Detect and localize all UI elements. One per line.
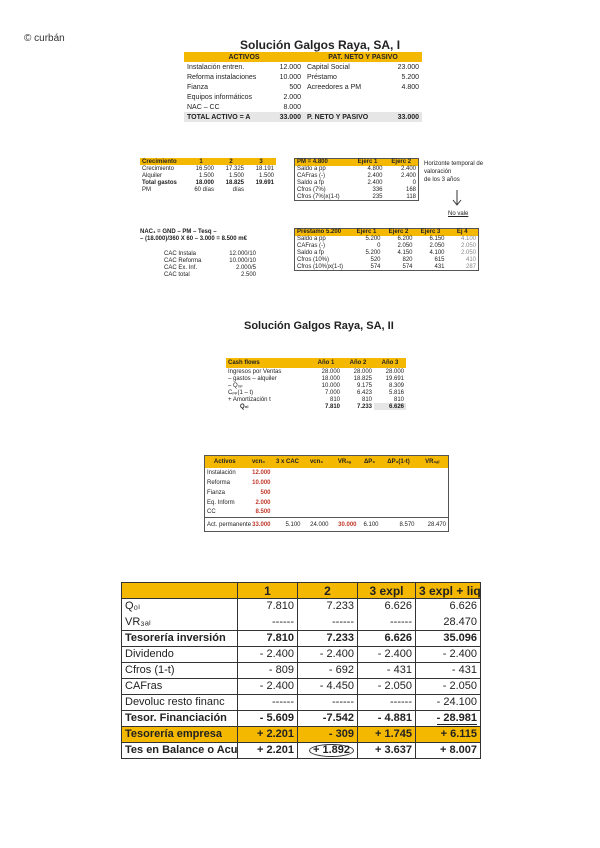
final-cell: - 2.400 <box>238 647 298 663</box>
cash-cell: 7.000 <box>324 389 340 396</box>
cash-cell: 6.423 <box>356 389 372 396</box>
crec-cell: 17.325 <box>225 165 244 172</box>
pm5200-table <box>294 228 479 271</box>
pm5200-cell: 6.200 <box>397 236 413 242</box>
pm5200-cell: 0 <box>377 243 381 249</box>
cac-cell: 10.000/10 <box>229 257 256 264</box>
no-vale-note: No vale <box>448 211 469 217</box>
final-cell: ------ <box>298 615 358 631</box>
final-cell: -7.542 <box>298 711 358 727</box>
assets-header: vcn₀ <box>251 458 266 465</box>
final-cell: - 2.400 <box>238 679 298 695</box>
assets-total: 24.000 <box>310 521 329 528</box>
final-header: 3 expl <box>358 583 416 599</box>
crec-cell: 1.500 <box>228 172 244 179</box>
cash-header: Año 1 <box>317 360 335 366</box>
assets-table <box>204 455 449 532</box>
final-cell: 7.233 <box>298 631 358 647</box>
final-header: 1 <box>238 583 298 599</box>
crec-cell: 1.500 <box>258 172 274 179</box>
crec-cell: 18.825 <box>225 179 244 186</box>
final-cell: 7.233 <box>298 599 358 615</box>
assets-header: vcn₃ <box>309 458 324 465</box>
pm4800-cell: CAFras (-) <box>297 173 325 179</box>
cash-cell: 18.825 <box>353 375 372 382</box>
assets-header: Activos <box>213 458 236 465</box>
final-cell: + 1.745 <box>358 727 416 743</box>
pm4800-cell: 2.400 <box>400 173 416 179</box>
crec-cell <box>246 186 276 193</box>
balance-left-label: NAC – CC <box>187 103 220 111</box>
cash-header: Año 3 <box>381 360 399 366</box>
balance-left-label: Fianza <box>187 83 209 91</box>
final-cell: ------ <box>238 695 298 711</box>
pm5200-header: Préstamo 5.200 <box>297 229 342 236</box>
pm5200-cell: Cfros (10%)x(1-t) <box>297 263 344 270</box>
horizon-note-line: Horizonte temporal de <box>424 161 484 167</box>
pm5200-cell: 2.050 <box>460 250 476 256</box>
assets-header: VR₃ₐ <box>337 458 352 465</box>
cash-cell: Ingresos por Ventas <box>228 368 282 375</box>
assets-header: ΔP₃(1-t) <box>387 458 410 465</box>
pm5200-cell: Saldo a pp <box>297 236 326 242</box>
pm5200-header: Ejerc 1 <box>356 229 377 236</box>
pm5200-cell: CAFras (-) <box>297 243 325 249</box>
final-row-label: Tesor. Financiación <box>122 711 238 727</box>
cash-cell: 28.000 <box>321 368 340 375</box>
pm5200-header: Ejerc 2 <box>388 229 409 236</box>
pm4800-table <box>294 158 419 201</box>
section2-title: Solución Galgos Raya, SA, II <box>244 320 394 332</box>
final-cell: - 431 <box>358 663 416 679</box>
cash-cell: 7.810 <box>324 403 340 410</box>
section1-title: Solución Galgos Raya, SA, I <box>240 38 401 52</box>
final-row-label: CAFras <box>122 679 238 695</box>
cash-header: Año 2 <box>349 360 367 366</box>
final-cell: - 809 <box>238 663 298 679</box>
cash-cell: – Q₀ₚ <box>228 382 243 389</box>
pm4800-header: PM = 4.800 <box>297 159 328 166</box>
final-cell: + 2.201 <box>238 743 298 759</box>
balance-total-right-value: 33.000 <box>397 113 420 121</box>
cash-cell: 5.816 <box>388 389 404 396</box>
crec-header: 1 <box>199 158 203 165</box>
crec-header: 2 <box>229 158 233 165</box>
pm5200-cell: Saldo a fp <box>297 250 325 256</box>
final-cell: 6.626 <box>358 599 416 615</box>
cac-cell: CAC Reforma <box>164 257 202 264</box>
balance-right-value: 23.000 <box>397 63 420 71</box>
final-cell: - 4.450 <box>298 679 358 695</box>
final-cell: + 3.637 <box>358 743 416 759</box>
final-cell: - 4.881 <box>358 711 416 727</box>
pm5200-cell: 520 <box>370 257 381 263</box>
crec-cell: 19.691 <box>255 179 274 186</box>
assets-total: 33.000 <box>252 521 271 528</box>
final-cell: - 309 <box>298 727 358 743</box>
cash-cell: 810 <box>361 396 372 403</box>
final-cell: ------ <box>238 615 298 631</box>
final-cell: 6.626 <box>358 631 416 647</box>
crec-cell: Total gastos <box>142 179 177 186</box>
horizon-note-line: de los 3 años <box>424 177 460 183</box>
final-cell: - 2.400 <box>358 647 416 663</box>
pm5200-cell: 2.050 <box>460 243 476 249</box>
final-cell: + 1.892 <box>309 744 354 757</box>
cash-cell: 6.626 <box>374 403 406 410</box>
assets-header: 3 x CAC <box>275 458 299 465</box>
cash-cell: 810 <box>329 396 340 403</box>
final-cell: ------ <box>358 615 416 631</box>
pm4800-cell: Saldo a pp <box>297 166 326 172</box>
pm5200-cell: 2.050 <box>429 243 445 249</box>
assets-cell: 8.500 <box>255 509 271 516</box>
cash-cell: 9.175 <box>356 382 372 389</box>
cash-cell: – gastos – alquiler <box>228 375 277 382</box>
pm5200-cell: 410 <box>465 257 476 263</box>
final-row-label: Dividendo <box>122 647 238 663</box>
horizon-note <box>424 160 483 184</box>
crec-cell: 18.191 <box>255 165 274 172</box>
pm5200-cell: 431 <box>434 263 445 270</box>
final-cell: 35.096 <box>416 631 481 647</box>
final-cell: 6.626 <box>416 599 481 615</box>
pm4800-header: Ejerc 2 <box>391 159 412 166</box>
final-cell: - 2.400 <box>416 647 481 663</box>
cash-cell: + Amortización t <box>228 396 271 403</box>
pm4800-cell: 118 <box>406 193 416 200</box>
final-cell: 28.470 <box>416 615 481 631</box>
cac-cell: CAC Ex. Inf. <box>164 264 198 271</box>
final-row-label: Devoluc resto financ <box>122 695 238 711</box>
nac-formula-line2: – (18.000)/360 X 60 – 3.000 = 8.500 m€ <box>140 236 247 242</box>
final-cell: - 2.050 <box>358 679 416 695</box>
assets-cell: Eq. Inform <box>207 499 235 506</box>
cash-cell: 19.691 <box>385 375 404 382</box>
assets-cell: 12.000 <box>252 469 271 476</box>
crec-cell: 18.000 <box>195 179 214 186</box>
balance-left-label: Reforma instalaciones <box>187 73 257 81</box>
pm5200-cell: Cfros (10%) <box>297 257 330 263</box>
pm4800-header: Ejerc 1 <box>357 159 378 166</box>
final-row-label: Tesorería empresa <box>122 727 238 743</box>
balance-left-value: 2.000 <box>283 93 301 101</box>
assets-header: VR₃ₐₗ <box>425 458 440 465</box>
assets-cell: 500 <box>260 489 271 496</box>
assets-total: 28.470 <box>427 521 446 528</box>
cash-cell: 28.000 <box>385 368 404 375</box>
cash-header: Cash flows <box>228 360 260 366</box>
assets-total: 6.100 <box>363 521 379 528</box>
balance-left-value: 10.000 <box>279 73 301 81</box>
balance-right-value: 4.800 <box>401 83 420 91</box>
crec-table <box>140 158 276 193</box>
nac-formula-line1: NAC₁ = GND – PM – Tesq – <box>140 229 217 235</box>
balance-total-left-label: TOTAL ACTIVO = A <box>187 113 251 121</box>
balance-left-value: 12.000 <box>279 63 301 71</box>
balance-right-label: Préstamo <box>307 73 337 81</box>
crec-header: 3 <box>259 158 263 165</box>
final-table <box>121 582 481 759</box>
pm5200-cell: 4.100 <box>429 250 445 256</box>
final-header: 3 expl + liq <box>416 583 481 599</box>
pm5200-cell: 4.150 <box>397 250 413 256</box>
pm5200-header: Ejerc 3 <box>420 229 441 236</box>
pm5200-cell: 5.200 <box>365 250 381 256</box>
balance-left-value: 500 <box>289 83 301 91</box>
assets-header: ΔP₃ <box>363 458 376 465</box>
cash-cell: 10.000 <box>321 382 340 389</box>
pm5200-cell: 6.150 <box>429 236 445 242</box>
final-cell: 7.810 <box>238 599 298 615</box>
cash-cell: 810 <box>393 396 404 403</box>
pm4800-cell: 0 <box>412 180 416 186</box>
crec-header: Crecimiento <box>142 158 177 165</box>
balance-table <box>184 52 422 122</box>
final-cell: + 8.007 <box>416 743 481 759</box>
cac-table <box>162 250 258 278</box>
cac-cell: 12.000/10 <box>229 250 256 257</box>
crec-cell: 60 días <box>194 186 214 193</box>
pm4800-cell: 235 <box>372 193 383 200</box>
cac-cell: CAC total <box>164 271 190 278</box>
pm4800-cell: Cfros (7%) <box>297 187 326 193</box>
final-cell: - 2.400 <box>298 647 358 663</box>
pm4800-cell: Saldo a fp <box>297 180 325 186</box>
cash-cell: 7.233 <box>356 403 372 410</box>
final-header: 2 <box>298 583 358 599</box>
final-row-label: Tes en Balance o Acu <box>122 743 238 759</box>
cash-cell: Cₚₚ(1 – t) <box>228 389 254 396</box>
final-cell: - 431 <box>416 663 481 679</box>
balance-left-value: 8.000 <box>283 103 301 111</box>
pm5200-cell: 4.100 <box>460 236 476 242</box>
cash-flows-table <box>226 358 406 410</box>
crec-cell: días <box>232 186 244 193</box>
final-cell: - 28.981 <box>437 712 477 727</box>
pm5200-header: Ej 4 <box>456 229 468 236</box>
pm4800-cell: 4.800 <box>367 166 383 172</box>
assets-total: 30.000 <box>338 521 357 528</box>
cac-cell: 2.000/5 <box>235 264 256 271</box>
balance-total-left-value: 33.000 <box>279 113 301 121</box>
final-cell: ------ <box>298 695 358 711</box>
crec-cell: Crecimiento <box>142 165 175 172</box>
cash-cell: 18.000 <box>321 375 340 382</box>
assets-cell: Fianza <box>207 489 226 496</box>
pm4800-cell: 2.400 <box>400 166 416 172</box>
assets-total: Act. permanente <box>207 521 252 528</box>
horizon-note-line: valoración <box>424 169 452 175</box>
balance-left-label: Equipos informáticos <box>187 93 252 101</box>
final-row-label: VR₃ₐₗ <box>122 615 238 631</box>
balance-left-label: Instalación entren. <box>187 63 245 71</box>
pm4800-cell: 168 <box>405 187 416 193</box>
pm4800-cell: Cfros (7%)x(1-t) <box>297 193 340 200</box>
cash-cell: 28.000 <box>353 368 372 375</box>
balance-right-value: 5.200 <box>401 73 420 81</box>
crec-cell: Alquiler <box>142 172 163 179</box>
arrow-down-icon <box>450 190 464 208</box>
final-cell: - 5.609 <box>238 711 298 727</box>
assets-total: 5.100 <box>285 521 301 528</box>
assets-total: 8.570 <box>399 521 415 528</box>
cac-cell: CAC Instala <box>164 250 197 257</box>
crec-cell: 16.500 <box>195 165 214 172</box>
balance-header-liab: PAT. NETO Y PASIVO <box>328 53 398 61</box>
assets-cell: Instalación <box>207 469 236 476</box>
final-cell: - 2.050 <box>416 679 481 695</box>
balance-right-label: Acreedores a PM <box>307 83 362 91</box>
crec-cell: 1.500 <box>198 172 214 179</box>
pm5200-cell: 615 <box>434 257 445 263</box>
final-cell: + 6.115 <box>416 727 481 743</box>
balance-total-right-label: P. NETO Y PASIVO <box>307 113 369 121</box>
final-row-label: Q₀ₗ <box>122 599 238 615</box>
pm5200-cell: 574 <box>402 263 413 270</box>
cac-cell: 2.500 <box>240 271 256 278</box>
final-row-label: Tesorería inversión <box>122 631 238 647</box>
pm5200-cell: 2.050 <box>397 243 413 249</box>
pm5200-cell: 574 <box>370 263 381 270</box>
assets-cell: 2.000 <box>255 499 271 506</box>
final-cell: - 24.100 <box>416 695 481 711</box>
final-cell: + 2.201 <box>238 727 298 743</box>
final-row-label: Cfros (1-t) <box>122 663 238 679</box>
balance-header-assets: ACTIVOS <box>228 53 260 61</box>
final-header <box>122 583 238 599</box>
final-cell: 7.810 <box>238 631 298 647</box>
pm4800-cell: 2.400 <box>367 180 383 186</box>
cash-cell: 8.309 <box>388 382 404 389</box>
balance-right-label: Capital Social <box>307 63 350 71</box>
pm5200-cell: 820 <box>402 257 413 263</box>
pm4800-cell: 2.400 <box>367 173 383 179</box>
assets-cell: 10.000 <box>252 479 271 486</box>
final-cell: - 692 <box>298 663 358 679</box>
assets-cell: Reforma <box>207 479 231 486</box>
assets-cell: CC <box>207 509 216 516</box>
cash-cell: Q₀ₗ <box>240 403 249 410</box>
pm5200-cell: 287 <box>465 263 476 270</box>
crec-cell: PM <box>142 186 151 193</box>
copyright: © curbán <box>24 33 65 44</box>
final-cell: ------ <box>358 695 416 711</box>
pm5200-cell: 5.200 <box>365 236 381 242</box>
pm4800-cell: 336 <box>372 187 383 193</box>
